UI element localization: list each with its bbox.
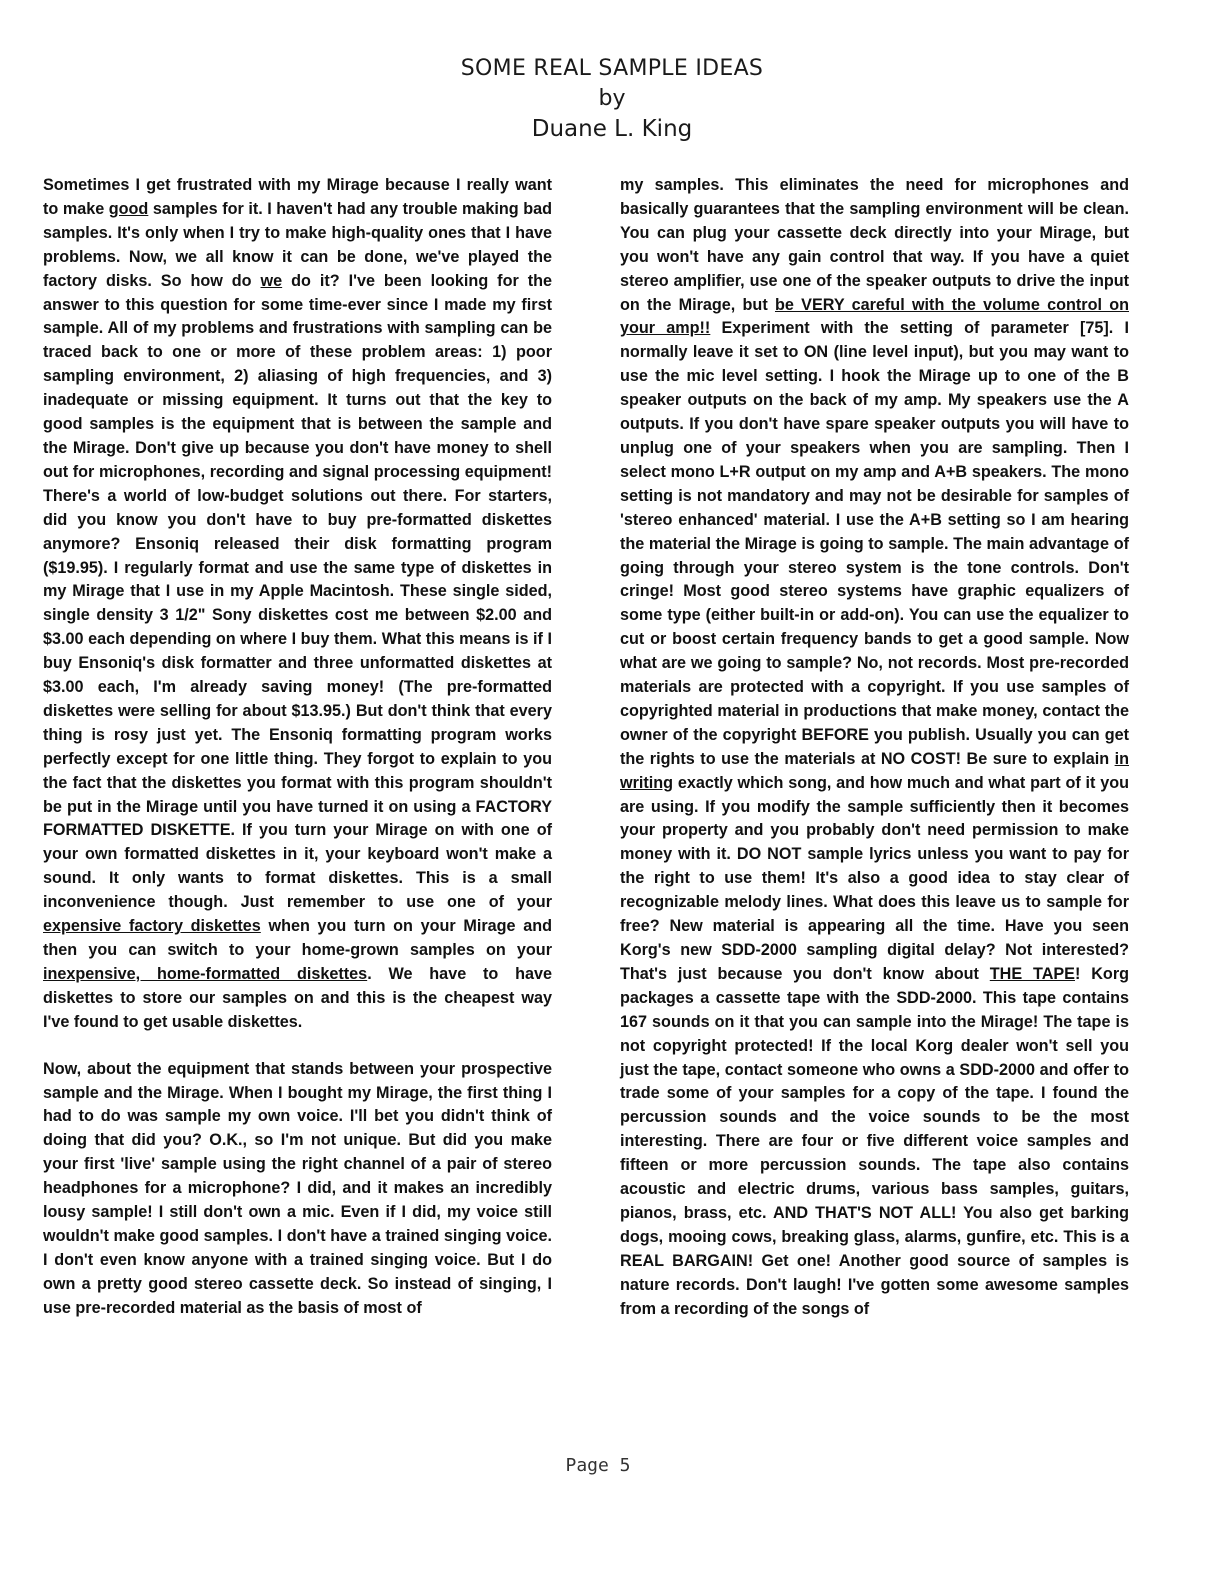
- underlined-we: we: [260, 271, 283, 290]
- text-run: ! Korg packages a cassette tape with the SDD-2000. This tape contains 167 sounds on it that you can sample into the Mirage! The tape is not copyright protected! If the local Korg dealer won't sell you just the tape, contact someone who owns a SDD-2000 and offer to trade some of your samples for a copy of the tape. I found the percussion sounds and the voice sounds to be the most interesting. There are four or five different voice samples and fifteen or more percussion sounds. The tape also contains acoustic and electric drums, various bass samples, guitars, pianos, brass, etc. AND THAT'S NOT ALL! You also get barking dogs, mooing cows, breaking glass, alarms, gunfire, etc. This is a REAL BARGAIN! Get one! Another good source of samples is nature records. Don't laugh! I've gotten some awesome samples from a recording of the songs of: [620, 964, 1130, 1318]
- text-run: my samples. This eliminates the need for microphones and basically guarantees that the sampling environment will be clean. You can plug your cassette deck directly into your Mirage, but you won't have any gain control that way. If you have a quiet stereo amplifier, use one of the speaker outputs to drive the input on the Mirage, but: [620, 176, 1129, 314]
- text-run: . We have to have diskettes to store our samples on and this is the cheapest way I've found to get usable diskettes.: [43, 964, 552, 1031]
- byline-by: by: [598, 86, 626, 111]
- text-run: Sometimes I get frustrated with my Mirage because I really want to make: [43, 176, 552, 218]
- underlined-the-tape: THE TAPE: [989, 964, 1075, 983]
- underlined-good: good: [108, 199, 149, 218]
- text-run: do it? I've been looking for the answer to this question for some time-ever since I made my first sample. All of my problems and frustrations with sampling can be traced back to one or more of these problem areas: 1) poor sampling environment, 2) aliasing of high frequencies, and 3) inadequate or missing equipment. It turns out that the key to good samples is the equipment that is between the sample and the Mirage. Don't give up because you don't have money to shell out for microphones, recording and signal processing equipment! There's a world of low-budget solutions out there. For starters, did you know you don't have to buy pre-formatted diskettes anymore? Ensoniq released their disk formatting program ($19.95). I regularly format and use the same type of diskettes in my Mirage that I use in my Apple Macintosh. These single sided, single density 3 1/2" Sony diskettes cost me between $2.00 and $3.00 each depending on where I buy them. What this means is if I buy Ensoniq's disk formatter and three unformatted diskettes at $3.00 each, I'm already saving money! (The pre-formatted diskettes were selling for about $13.95.) But don't think that every thing is rosy just yet. The Ensoniq formatting program works perfectly except for one little thing. They forgot to explain to you the fact that the diskettes you format with this program shouldn't be put in the Mirage until you have turned it on using a FACTORY FORMATTED DISKETTE. If you turn your Mirage on with one of your own formatted diskettes in it, your keyboard won't make a sound. It only wants to format diskettes. This is a small inconvenience though. Just remember to use one of your: [43, 271, 552, 912]
- paragraph-3: [620, 174, 1129, 1322]
- text-run: samples for it. I haven't had any trouble making bad samples. It's only when I try to make high-quality ones that I have problems. Now, we all know it can be done, we've played the factory disks. So how do: [43, 199, 552, 290]
- text-run: Experiment with the setting of parameter [75]. I normally leave it set to ON (line level input), but you may want to use the mic level setting. I hook the Mirage up to one of the B speaker outputs on the back of my amp. My speakers use the A outputs. If you don't have spare speaker outputs you will have to unplug one of your speakers when you are sampling. Then I select mono L+R output on my amp and A+B speakers. The mono setting is not mandatory and may not be desirable for samples of 'stereo enhanced' material. I use the A+B setting so I am hearing the material the Mirage is going to sample. The main advantage of going through your stereo system is the tone controls. Don't cringe! Most good stereo systems have graphic equalizers of some type (either built-in or add-on). You can use the equalizer to cut or boost certain frequency bands to get a good sample. Now what are we going to sample? No, not records. Most pre-recorded materials are protected with a copyright. If you use samples of copyrighted material in productions that make money, contact the owner of the copyright BEFORE you publish. Usually you can get the rights to use the materials at NO COST! Be sure to explain: [620, 319, 1129, 768]
- article-author: Duane L. King: [531, 116, 693, 142]
- paragraph-1: [43, 174, 552, 1035]
- text-run: exactly which song, and how much and what part of it you are using. If you modify the sample sufficiently then it becomes your property and you probably don't need permission to make money with it. DO NOT sample lyrics unless you want to pay for the right to use them! It's also a good idea to stay clear of recognizable melody lines. What does this leave us to sample for free? New material is appearing all the time. Have you seen Korg's new SDD-2000 sampling digital delay? Not interested? That's just because you don't know about: [620, 773, 1129, 983]
- underlined-in-writing: in writing: [620, 749, 1129, 792]
- paragraph-2: Now, about the equipment that stands between your prospective sample and the Mirage. When I bought my Mirage, the first thing I had to do was sample my own voice. I'll bet you didn't think of doing that did you? O.K., so I'm not unique. But did you make your first 'live' sample using the right channel of a pair of stereo headphones for a microphone? I did, and it makes an incredibly lousy sample! I still don't own a mic. Even if I did, my voice still wouldn't make good samples. I don't have a trained singing voice. I don't even know anyone with a trained singing voice. But I do own a pretty good stereo cassette deck. So instead of singing, I use pre-recorded material as the basis of most of: [43, 1059, 552, 1317]
- article-title: SOME REAL SAMPLE IDEAS: [460, 56, 764, 81]
- underlined-volume-warning: be VERY careful with the volume control on your amp!!: [620, 295, 1129, 338]
- left-column: [43, 174, 552, 1321]
- text-run: when you turn on your Mirage and then you can switch to your home-grown samples on your: [43, 917, 552, 959]
- page-number: Page 5: [565, 1455, 631, 1476]
- right-column: [620, 174, 1129, 1322]
- underlined-expensive-factory-diskettes: expensive factory diskettes: [43, 917, 261, 936]
- underlined-inexpensive-diskettes: inexpensive, home-formatted diskettes: [43, 964, 368, 983]
- article-header: [0, 54, 1224, 144]
